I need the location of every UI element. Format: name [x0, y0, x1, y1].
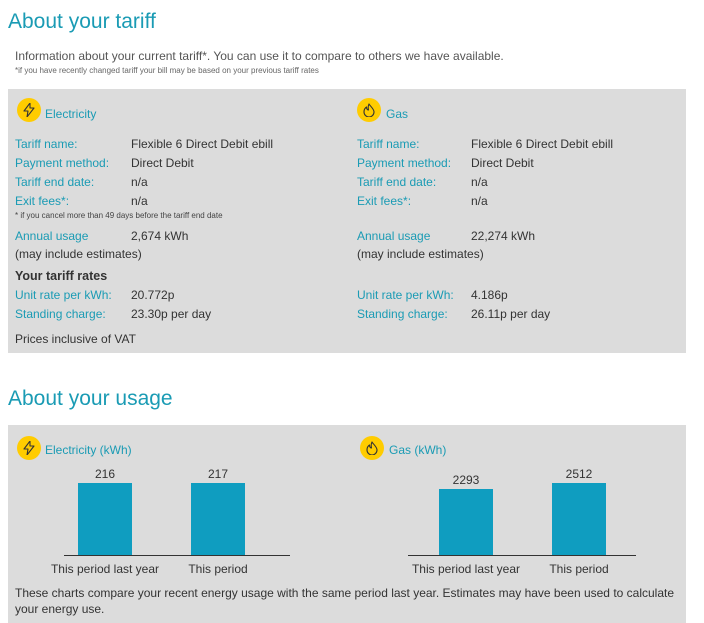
category-label: This period last year	[411, 562, 521, 576]
bar-value-label: 216	[94, 467, 116, 481]
elec-tariff-name-label: Tariff name:	[15, 137, 78, 151]
tariff-change-note: *if you have recently changed tariff your bill may be based on your previous tariff rates	[15, 66, 319, 75]
gas-title: Gas	[386, 107, 409, 121]
category-label: This period	[549, 562, 609, 576]
elec-estimates-note: (may include estimates)	[15, 247, 142, 261]
chart-bar	[552, 483, 606, 555]
elec-end-date: n/a	[131, 175, 148, 189]
tariff-info-text: Information about your current tariff*. You can use it to compare to others we have available.	[15, 49, 504, 63]
gas-unit-rate: 4.186p	[471, 288, 508, 302]
gas-standing: 26.11p per day	[471, 307, 551, 321]
gas-payment-method: Direct Debit	[471, 156, 534, 170]
gas-estimates-note: (may include estimates)	[357, 247, 484, 261]
elec-exit-fees: n/a	[131, 194, 148, 208]
gas-standing-label: Standing charge:	[357, 307, 448, 321]
usage-panel	[8, 425, 686, 623]
gas-annual-usage-label: Annual usage	[357, 229, 431, 243]
lightning-icon	[17, 98, 41, 122]
category-label: This period	[188, 562, 248, 576]
gas-annual-usage: 22,274 kWh	[471, 229, 536, 243]
elec-end-date-label: Tariff end date:	[15, 175, 95, 189]
chart-axis	[64, 555, 290, 556]
bar-value-label: 2293	[452, 473, 480, 487]
bar-value-label: 217	[207, 467, 229, 481]
gas-unit-rate-label: Unit rate per kWh:	[357, 288, 454, 302]
elec-unit-rate-label: Unit rate per kWh:	[15, 288, 112, 302]
usage-heading: About your usage	[8, 387, 173, 410]
tariff-panel	[8, 89, 686, 353]
elec-exit-fees-label: Exit fees*:	[15, 194, 70, 208]
bar-value-label: 2512	[565, 467, 593, 481]
category-label: This period last year	[50, 562, 160, 576]
flame-icon	[357, 98, 381, 122]
flame-icon	[360, 436, 384, 460]
gas-exit-fees-label: Exit fees*:	[357, 194, 412, 208]
electricity-chart-title: Electricity (kWh)	[45, 443, 132, 457]
tariff-heading: About your tariff	[8, 10, 156, 33]
chart-bar	[439, 489, 493, 555]
gas-tariff-name-label: Tariff name:	[357, 137, 420, 151]
usage-footnote: These charts compare your recent energy usage with the same period last year. Estimates may have been used to calculate your energy use.	[15, 586, 675, 616]
chart-axis	[408, 555, 636, 556]
chart-bar	[78, 483, 132, 555]
exit-fees-note: * if you cancel more than 49 days before the tariff end date	[15, 211, 223, 220]
elec-annual-usage-label: Annual usage	[15, 229, 89, 243]
electricity-title: Electricity	[45, 107, 97, 121]
elec-tariff-name: Flexible 6 Direct Debit ebill	[131, 137, 274, 151]
elec-annual-usage: 2,674 kWh	[131, 229, 189, 243]
gas-exit-fees: n/a	[471, 194, 488, 208]
chart-bar	[191, 483, 245, 555]
gas-chart-title: Gas (kWh)	[389, 443, 447, 457]
elec-standing: 23.30p per day	[131, 307, 212, 321]
gas-end-date: n/a	[471, 175, 488, 189]
elec-payment-method-label: Payment method:	[15, 156, 110, 170]
elec-unit-rate: 20.772p	[131, 288, 175, 302]
gas-tariff-name: Flexible 6 Direct Debit ebill	[471, 137, 614, 151]
tariff-rates-heading: Your tariff rates	[15, 269, 108, 283]
gas-payment-method-label: Payment method:	[357, 156, 452, 170]
gas-end-date-label: Tariff end date:	[357, 175, 437, 189]
lightning-icon	[17, 436, 41, 460]
vat-note: Prices inclusive of VAT	[15, 332, 136, 346]
elec-payment-method: Direct Debit	[131, 156, 194, 170]
elec-standing-label: Standing charge:	[15, 307, 106, 321]
